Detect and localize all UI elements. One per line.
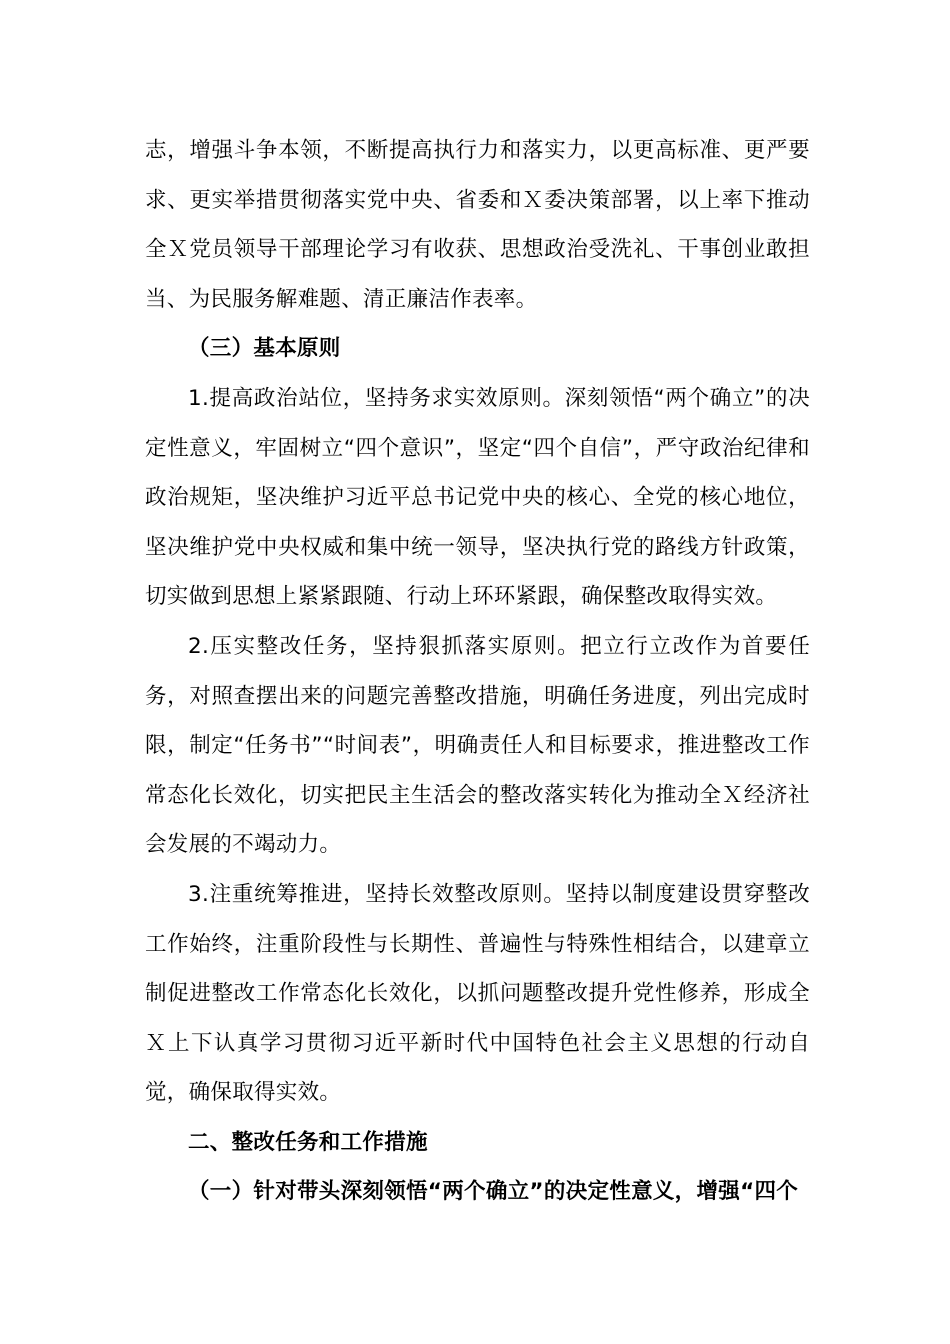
subheading-1: （一）针对带头深刻领悟“两个确立”的决定性意义，增强“四个 xyxy=(188,1179,799,1205)
principle-3-paragraph: 3.注重统筹推进，坚持长效整改原则。坚持以制度建设贯穿整改工作始终，注重阶段性与长期性、普遍性与特殊性相结合，以建章立制促进整改工作常态化长效化，以抓问题整改提升党性修养，形成全Ｘ上下认真学习贯彻习近平新时代中国特色社会主义思想的行动自觉，确保取得实效。 xyxy=(145,881,810,1106)
principle-2-paragraph: 2.压实整改任务，坚持狠抓落实原则。把立行立改作为首要任务，对照查摆出来的问题完善整改措施，明确任务进度，列出完成时限，制定“任务书”“时间表”，明确责任人和目标要求，推进整改工作常态化长效化，切实把民主生活会的整改落实转化为推动全Ｘ经济社会发展的不竭动力。 xyxy=(145,633,810,858)
document-body xyxy=(145,126,810,1217)
basic-principles-heading: （三）基本原则 xyxy=(188,336,341,362)
principle-1-paragraph: 1.提高政治站位，坚持务求实效原则。深刻领悟“两个确立”的决定性意义，牢固树立“四个意识”，坚定“四个自信”，严守政治纪律和政治规矩，坚决维护习近平总书记党中央的核心、全党的核心地位，坚决维护党中央权威和集中统一领导，坚决执行党的路线方针政策，切实做到思想上紧紧跟随、行动上环环紧跟，确保整改取得实效。 xyxy=(145,385,810,610)
intro-continuation-paragraph: 志，增强斗争本领，不断提高执行力和落实力，以更高标准、更严要求、更实举措贯彻落实党中央、省委和Ｘ委决策部署，以上率下推动全Ｘ党员领导干部理论学习有收获、思想政治受洗礼、干事创业敢担当、为民服务解难题、清正廉洁作表率。 xyxy=(145,138,810,312)
tasks-measures-heading: 二、整改任务和工作措施 xyxy=(188,1129,428,1155)
